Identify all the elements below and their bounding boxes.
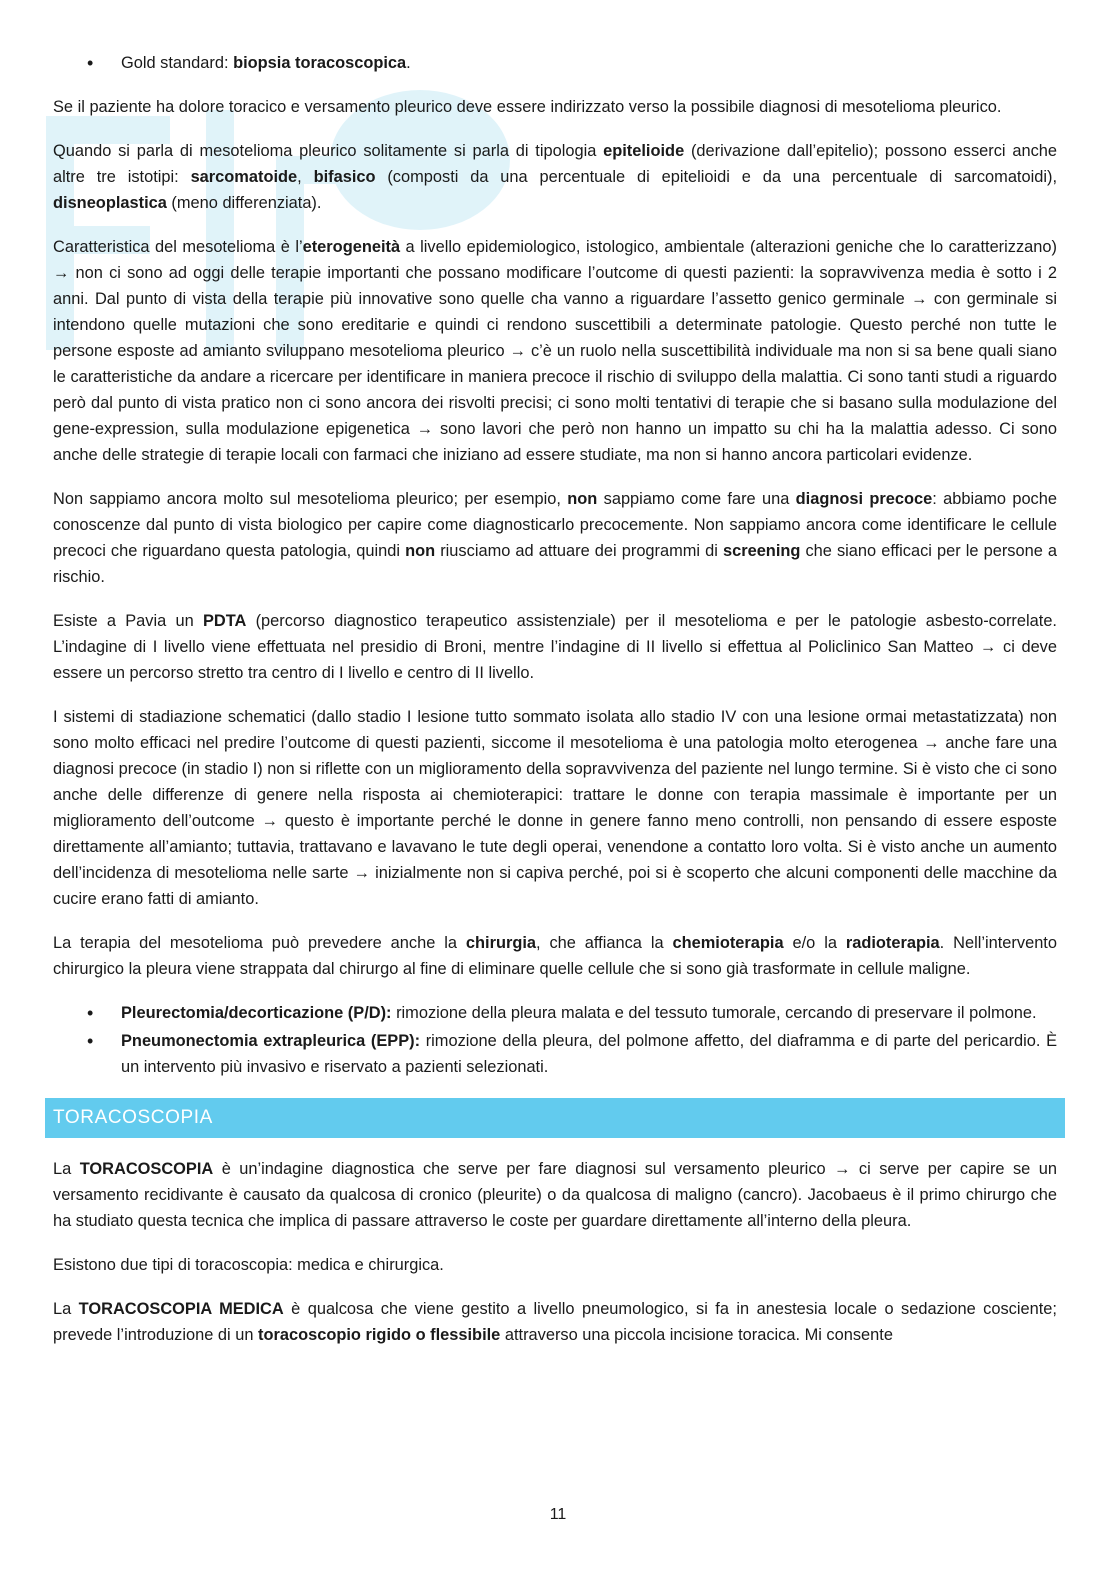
paragraph: La TORACOSCOPIA è un’indagine diagnostica che serve per fare diagnosi sul versamento pleurico → ci serve per capire se un versamento recidivante è causato da qualcosa di cronico (pleurite) o da qualcosa di maligno (cancro). Jacobaeus è il primo chirurgo che ha studiato questa tecnica che implica di passare attraverso le coste per guardare direttamente all’interno della pleura. — [53, 1160, 1057, 1230]
paragraph: La TORACOSCOPIA MEDICA è qualcosa che viene gestito a livello pneumologico, si fa in anestesia locale o sedazione cosciente; prevede l’introduzione di un toracoscopio rigido o flessibile attraverso una piccola incisione toracica. Mi consente — [53, 1300, 1057, 1344]
paragraph: I sistemi di stadiazione schematici (dallo stadio I lesione tutto sommato isolata allo stadio IV con una lesione ormai metastatizzata) non sono molto efficaci nel predire l’outcome di questi pazienti, siccome il mesotelioma è una patologia molto eterogenea → anche fare una diagnosi precoce (in stadio I) non si riflette con un miglioramento della sopravvivenza del paziente nel lungo termine. Si è visto che ci sono anche delle differenze di genere nella risposta ai chemioterapici: trattare le donne con terapia massimale è importante per un miglioramento dell’outcome → questo è importante perché le donne in genere fanno meno controlli, non pensando di essere esposte direttamente all’amianto; tuttavia, trattavano e lavavano le tute degli operai, venendone a contatto loro volta. Si è visto anche un aumento dell’incidenza di mesotelioma nelle sarte → inizialmente non si capiva perché, poi si è scoperto che alcuni componenti delle macchine da cucire erano fatti di amianto. — [53, 708, 1057, 908]
paragraph: Esiste a Pavia un PDTA (percorso diagnostico terapeutico assistenziale) per il mesotelioma e per le patologie asbesto-correlate. L’indagine di I livello viene effettuata nel presidio di Broni, mentre l’indagine di II livello si effettua al Policlinico San Matteo → ci deve essere un percorso stretto tra centro di I livello e centro di II livello. — [53, 612, 1057, 682]
paragraph: Esistono due tipi di toracoscopia: medica e chirurgica. — [53, 1256, 444, 1274]
list-item: • Pleurectomia/decorticazione (P/D): rimozione della pleura malata e del tessuto tumorale, cercando di preservare il polmone. — [53, 1000, 1057, 1026]
bullet-list-gold-standard — [53, 50, 1057, 76]
section-heading: TORACOSCOPIA — [45, 1098, 1065, 1138]
bullet-list-surgery — [53, 1000, 1057, 1080]
paragraph: Non sappiamo ancora molto sul mesotelioma pleurico; per esempio, non sappiamo come fare una diagnosi precoce: abbiamo poche conoscenze dal punto di vista biologico per capire come diagnosticarlo precocemente. Non sappiamo ancora come identificare le cellule precoci che riguardano questa patologia, quindi non riusciamo ad attuare dei programmi di screening che siano efficaci per le persone a rischio. — [53, 490, 1058, 586]
paragraph: La terapia del mesotelioma può prevedere anche la chirurgia, che affianca la chemioterapia e/o la radioterapia. Nell’intervento chirurgico la pleura viene strappata dal chirurgo al fine di eliminare quelle cellule che si sono già trasformate in cellule maligne. — [53, 934, 1057, 978]
paragraph: Caratteristica del mesotelioma è l’eterogeneità a livello epidemiologico, istologico, ambientale (alterazioni geniche che lo caratterizzano) → non ci sono ad oggi delle terapie importanti che possano modificare l’outcome di questi pazienti: la sopravvivenza media è sotto i 2 anni. Dal punto di vista della terapie più innovative sono quelle cha vanno a riguardare l’assetto genico germinale → con germinale si intendono quelle mutazioni che sono ereditarie e quindi ci rendono suscettibili a determinate patologie. Questo perché non tutte le persone esposte ad amianto sviluppano mesotelioma pleurico → c’è un ruolo nella suscettibilità individuale ma non si sa bene quali siano le caratteristiche da andare a ricercare per identificare in maniera precoce il rischio di sviluppo della malattia. Ci sono tanti studi a riguardo però dal punto di vista pratico non ci sono ancora dei risvolti precisi; ci sono molti tentativi di terapie che si basano sulla modulazione del gene-expression, sulla modulazione epigenetica → sono lavori che però non hanno un impatto su chi ha la malattia adesso. Ci sono anche delle strategie di terapie locali con farmaci che iniziano ad essere studiate, ma non si hanno ancora particolari evidenze. — [53, 238, 1057, 464]
document-page — [53, 50, 1057, 1366]
list-item: • Gold standard: biopsia toracoscopica. — [53, 50, 1057, 76]
paragraph: Se il paziente ha dolore toracico e versamento pleurico deve essere indirizzato verso la possibile diagnosi di mesotelioma pleurico. — [53, 98, 1002, 116]
list-item: • Pneumonectomia extrapleurica (EPP): rimozione della pleura, del polmone affetto, del diaframma e di parte del pericardio. È un intervento più invasivo e riservato a pazienti selezionati. — [53, 1028, 1057, 1080]
paragraph: Quando si parla di mesotelioma pleurico solitamente si parla di tipologia epitelioide (derivazione dall’epitelio); possono esserci anche altre tre istotipi: sarcomatoide, bifasico (composti da una percentuale di epitelioidi e da una percentuale di sarcomatoidi), disneoplastica (meno differenziata). — [53, 142, 1058, 212]
page-number: 11 — [549, 1506, 567, 1523]
